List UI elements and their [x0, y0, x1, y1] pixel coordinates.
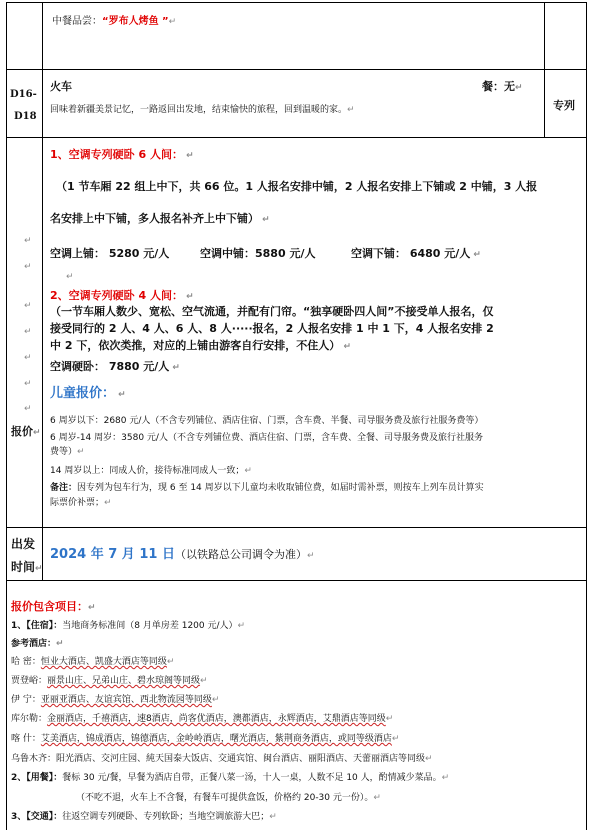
sec1-lower-price: 空调下铺： 6480 元/人 ↵	[351, 247, 481, 260]
sec2-desc-line2: 接受同行的 2 人、4 人、6 人、8 人·····报名，2 人报名安排 1 中 1 下，4 人报名安排 2	[50, 322, 494, 335]
child-line3-text: 14 周岁以上：同成人价，接待标准同成人一致；	[50, 466, 245, 476]
special-train-text: 专列	[553, 99, 575, 112]
row-divider-1	[6, 69, 587, 70]
special-train-label	[553, 99, 575, 112]
sec1-desc-line1: （1 节车厢 22 组上中下，共 66 位。1 人报名安排中铺，2 人报名安排上下铺或 2 中铺，3 人报	[56, 180, 538, 193]
hotel-list: 亚丽亚酒店、友谊宾馆、西北物流园等同级	[40, 695, 212, 705]
note-label: 备注：	[50, 483, 78, 493]
hotel-row: 伊 宁：亚丽亚酒店、友谊宾馆、西北物流园等同级↵	[11, 695, 220, 705]
sec2-desc-line3: 中 2 下，依次类推，对应的上铺由游客自行安排，不住人） ↵	[50, 339, 351, 352]
child-price-line2: 6 周岁-14 周岁：3580 元/人（不含专列铺位费、酒店住宿、门票，含车费、全餐、司导服务费及旅行社服务	[50, 433, 483, 443]
transport-title: 火车	[50, 80, 72, 93]
meal-desc: 餐标 30 元/餐，早餐为酒店自带，正餐八菜一汤，十人一桌，人数不足 10 人，酌情减少菜品。	[62, 773, 442, 783]
departure-label-2: 时间↵	[11, 560, 43, 574]
right-column-divider-top	[544, 2, 545, 137]
sec2-desc-line1: （一节车厢人数少、宽松、空气流通，并配有门帘。“独享硬卧四人间”不接受单人报名，仅	[50, 305, 494, 318]
paragraph-mark: ↵	[66, 272, 74, 282]
hotel-list: 恒业大酒店、凯盛大酒店等同级	[40, 657, 167, 667]
note-line2: 际票价补票；↵	[50, 498, 112, 508]
sec1-upper-price: 空调上铺： 5280 元/人	[50, 247, 170, 260]
hotel-row: 贾登峪：丽景山庄、兄弟山庄、碧水琼阁等同级↵	[11, 676, 208, 686]
hotel-row: 喀 什：艾美酒店，锦成酒店，锦德酒店，金岭岭酒店，曙光酒店，紫荆商务酒店，或同等级酒店↵	[11, 734, 400, 744]
sec2-title-text: 2、空调专列硬卧 4 人间：	[50, 289, 183, 302]
hotel-city: 伊 宁：	[11, 695, 41, 705]
paragraph-mark: ↵	[24, 353, 32, 363]
sec1-title-text: 1、空调专列硬卧 6 人间：	[50, 148, 183, 161]
table-border-right	[586, 2, 587, 830]
hotel-city: 喀 什：	[11, 734, 41, 744]
sec2-price-text: 空调硬卧： 7880 元/人	[50, 360, 170, 373]
departure-date: 2024 年 7 月 11 日	[50, 547, 175, 562]
price-side-text: 报价	[11, 425, 33, 438]
sec1-title: 1、空调专列硬卧 6 人间： ↵	[50, 148, 194, 161]
child-price-title: 儿童报价： ↵	[50, 386, 126, 401]
lodging-row: 1、【住宿】：当地商务标准间（8 月单房差 1200 元/人）↵	[11, 621, 246, 631]
departure-label: 出发	[11, 537, 36, 551]
child-price-line2b: 费等）↵	[50, 447, 85, 457]
child-title-text: 儿童报价：	[50, 386, 116, 401]
table-border-top	[6, 2, 587, 3]
table-border-left	[6, 2, 7, 830]
departure-note: （以铁路总公司调令为准）	[174, 548, 307, 561]
meal-note-text: （不吃不退，火车上不含餐，有餐车可提供盒饭，价格约 20-30 元一份）。	[76, 793, 374, 803]
row-divider-4	[6, 580, 587, 581]
transport-row: 3、【交通】：往返空调专列硬卧、专列软卧；当地空调旅游大巴；↵	[11, 812, 277, 822]
sec2-title: 2、空调专列硬卧 4 人间： ↵	[50, 289, 194, 302]
price-side-label: 报价↵	[11, 425, 41, 438]
meals-text: 餐：无	[482, 80, 515, 93]
day-label: D16-	[10, 89, 37, 100]
departure-date-row: 2024 年 7 月 11 日（以铁路总公司调令为准）↵	[50, 547, 315, 562]
child-price-line1	[50, 416, 483, 427]
hotel-row: 库尔勒：金丽酒店，千禧酒店，速8酒店，尚客优酒店，澳都酒店，永辉酒店，艾鼎酒店等同级↵	[11, 714, 394, 724]
transport-includes-title: 3、【交通】：	[11, 812, 63, 822]
child-line2b-text: 费等）	[50, 447, 78, 457]
includes-title-text: 报价包含项目：	[11, 600, 88, 613]
paragraph-mark: ↵	[24, 301, 32, 311]
hotel-list: 丽景山庄、兄弟山庄、碧水琼阁等同级	[47, 676, 201, 686]
ref-hotels-text: 参考酒店：	[11, 639, 57, 649]
meal-row: 2、【用餐】：餐标 30 元/餐，早餐为酒店自带，正餐八菜一汤，十人一桌，人数不足 10 人，酌情减少菜品。↵	[11, 773, 450, 783]
sec1-desc-line2: 名安排上中下铺，多人报名补齐上中下铺） ↵	[50, 212, 270, 225]
meal-note: （不吃不退，火车上不含餐，有餐车可提供盒饭，价格约 20-30 元一份）。↵	[76, 793, 381, 803]
hotel-list: 艾美酒店，锦成酒店，锦德酒店，金岭岭酒店，曙光酒店，紫荆商务酒店，或同等级酒店	[40, 734, 392, 744]
departure-label-2-text: 时间	[11, 560, 36, 574]
sec2-price: 空调硬卧： 7880 元/人 ↵	[50, 360, 180, 373]
paragraph-mark: ↵	[24, 404, 32, 414]
paragraph-mark: ↵	[24, 262, 32, 272]
meal-title: 2、【用餐】：	[11, 773, 63, 783]
child-price-line3: 14 周岁以上：同成人价，接待标准同成人一致；↵	[50, 466, 252, 476]
hotel-city: 贾登峪：	[11, 676, 48, 686]
includes-title: 报价包含项目：↵	[11, 600, 96, 613]
hotel-city: 库尔勒：	[11, 714, 48, 724]
hotel-city: 哈 密：	[11, 657, 41, 667]
sec1-desc-line2-text: 名安排上中下铺，多人报名补齐上中下铺）	[50, 212, 259, 225]
row-divider-2	[6, 137, 587, 138]
note-line2-text: 际票价补票；	[50, 498, 105, 508]
ref-hotels-title: 参考酒店：↵	[11, 639, 64, 649]
label-column-divider	[42, 2, 43, 580]
day-label-2: D18	[14, 111, 37, 122]
paragraph-mark: ↵	[24, 236, 32, 246]
hotel-list: 金丽酒店，千禧酒店，速8酒店，尚客优酒店，澳都酒店，永辉酒店，艾鼎酒店等同级	[47, 714, 386, 724]
sec1-middle-price: 空调中铺：5880 元/人	[200, 247, 316, 260]
transport-includes-desc: 往返空调专列硬卧、专列软卧；当地空调旅游大巴；	[62, 812, 270, 822]
hotel-list: 阳光酒店、交河庄园、純天国泰大饭店、交通宾馆、闽台酒店、丽阳酒店、天蕾丽酒店等同级	[56, 754, 426, 764]
hotel-row: 乌鲁木齐：阳光酒店、交河庄园、純天国泰大饭店、交通宾馆、闽台酒店、丽阳酒店、天蕾丽酒店等同级↵	[11, 754, 433, 764]
lodging-desc: 当地商务标准间（8 月单房差 1200 元/人）	[62, 621, 238, 631]
note-line1-text: 因专列为包车行为，现 6 至 14 周岁以下儿童均未收取铺位费，如届时需补票，则按车上列车员计算实	[77, 483, 484, 493]
lodging-title: 1、【住宿】：	[11, 621, 63, 631]
dish-label: 中餐品尝：	[52, 16, 102, 27]
day-description: 回味着新疆美景记忆，一路返回出发地，结束愉快的旅程，回到温暖的家。↵	[50, 105, 355, 115]
meals-label: 餐：无↵	[482, 80, 523, 93]
child-line1-text: 6 周岁以下：2680 元/人（不含专列铺位、酒店住宿、门票，含车费、半餐、司导服务费及旅行社服务费等）	[50, 416, 484, 426]
row-divider-3	[6, 527, 587, 528]
hotel-city: 乌鲁木齐：	[11, 754, 57, 764]
day-desc-text: 回味着新疆美景记忆，一路返回出发地，结束愉快的旅程，回到温暖的家。	[50, 105, 348, 115]
sec2-desc-line3-text: 中 2 下，依次类推，对应的上铺由游客自行安排，不住人）	[50, 339, 341, 352]
dish-row: 中餐品尝：“罗布人烤鱼 ”↵	[52, 16, 177, 27]
hotel-row: 哈 密：恒业大酒店、凯盛大酒店等同级↵	[11, 657, 175, 667]
paragraph-mark: ↵	[24, 327, 32, 337]
dish-name: “罗布人烤鱼 ”	[102, 16, 169, 27]
paragraph-mark: ↵	[24, 379, 32, 389]
sec1-lower-price-text: 空调下铺： 6480 元/人	[351, 247, 471, 260]
note-line1	[50, 483, 484, 494]
